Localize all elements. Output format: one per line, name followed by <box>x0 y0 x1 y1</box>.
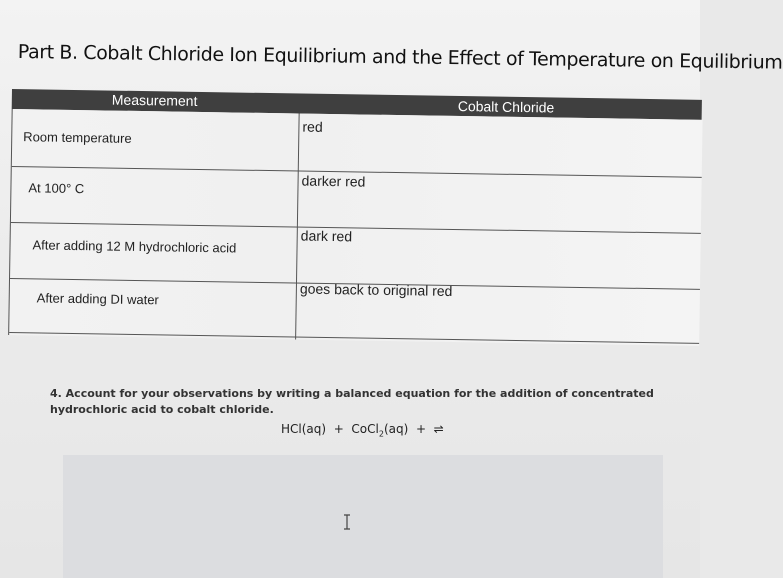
equation <box>281 422 444 438</box>
observations-table <box>8 89 700 346</box>
table-body <box>8 109 702 346</box>
measurement-label: Room temperature <box>23 129 132 146</box>
equilibrium-arrow-icon: ⇌ <box>433 422 444 436</box>
equation-reactant-hcl: HCl(aq) <box>281 422 327 436</box>
header-measurement: Measurement <box>111 91 198 109</box>
question-text: 4. Account for your observations by writing a balanced equation for the addition of concentrated hydrochloric acid to cobalt chloride. <box>50 387 654 416</box>
text-cursor-icon <box>342 514 352 530</box>
measurement-label: After adding 12 M hydrochloric acid <box>32 237 237 256</box>
measurement-label: After adding DI water <box>36 290 159 308</box>
equation-reactant-cocl2: CoCl$_2$(aq) <box>351 422 409 439</box>
table-row <box>9 278 700 344</box>
observation-field[interactable]: red <box>302 118 323 135</box>
observation-field[interactable]: darker red <box>301 172 366 190</box>
section-title: Part B. Cobalt Chloride Ion Equilibrium and the Effect of Temperature on Equilibrium <box>17 41 783 74</box>
equation-plus: + <box>415 422 426 436</box>
measurement-label: At 100° C <box>28 180 85 197</box>
observation-field[interactable]: goes back to original red <box>299 280 453 299</box>
observation-field[interactable]: dark red <box>300 227 353 245</box>
header-cobalt-chloride: Cobalt Chloride <box>457 98 555 116</box>
equation-plus: + <box>333 422 344 436</box>
answer-textbox[interactable] <box>63 455 663 578</box>
